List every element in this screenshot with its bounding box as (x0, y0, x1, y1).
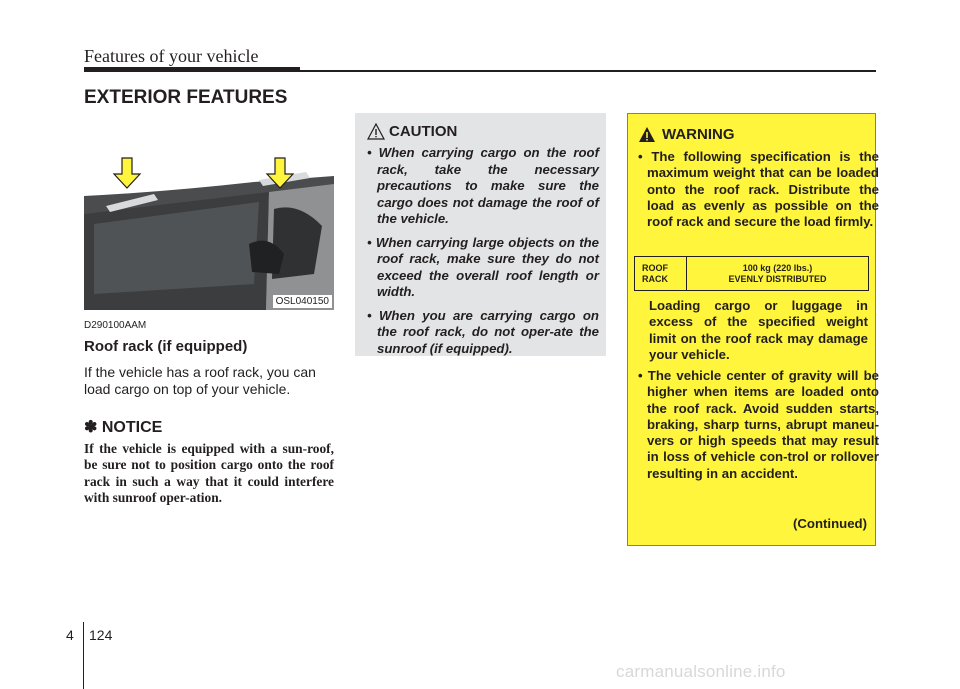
caution-list (363, 145, 599, 364)
spec-value (687, 257, 868, 290)
warning-item: • The following specification is the maximum weight that can be loaded onto the roof rack. Distribute the load as evenly as possible on the roof rack and secure the load firmly. (638, 149, 879, 230)
warning-title: WARNING (662, 125, 735, 143)
spec-value-line: 100 kg (220 lbs.) (742, 262, 813, 273)
footer-divider (83, 622, 84, 689)
header-title: Features of your vehicle (84, 46, 259, 66)
section-title: EXTERIOR FEATURES (84, 87, 288, 108)
page-number: 124 (89, 627, 113, 643)
notice-text: If the vehicle is equipped with a sun-roof, be sure not to position cargo onto the roof rack in such a way that it could interfere with sunroof oper-ation. (84, 441, 334, 506)
warning-triangle-outline-icon (367, 123, 385, 140)
notice-title: ✽ NOTICE (84, 419, 163, 436)
body-paragraph: If the vehicle has a roof rack, you can load cargo on top of your vehicle. (84, 364, 316, 397)
watermark: carmanualsonline.info (616, 662, 786, 681)
caution-item: • When carrying cargo on the roof rack, take the necessary precautions to make sure the cargo does not damage the roof of the vehicle. (367, 145, 599, 226)
header-rule-thick (84, 67, 300, 72)
spec-label (635, 257, 687, 290)
caution-header (367, 121, 457, 141)
warning-triangle-filled-icon (638, 126, 656, 143)
warning-item: • The vehicle center of gravity will be higher when items are loaded onto the roof rack. Avoid sudden starts, braking, sharp turns, abrupt maneu-vers or high speeds that may result in loss of vehicle con-trol or rollover resulting in an accident. (638, 368, 879, 481)
warning-box (627, 113, 879, 546)
header-rule-thin (300, 70, 876, 72)
warning-item-continued: Loading cargo or luggage in excess of the specified weight limit on the roof rack may damage your vehicle. (649, 298, 868, 362)
caution-box (355, 113, 606, 356)
roof-rack-illustration (84, 114, 334, 310)
caution-item: • When you are carrying cargo on the roof rack, do not oper-ate the sunroof (if equipped). (367, 307, 599, 356)
document-code: D290100AAM (84, 320, 147, 331)
spec-label-line: RACK (642, 273, 668, 284)
roof-rack-photo (84, 114, 334, 310)
chapter-number: 4 (66, 627, 74, 643)
spec-value-line: EVENLY DISTRIBUTED (728, 273, 827, 284)
subheading: Roof rack (if equipped) (84, 338, 248, 355)
image-code: OSL040150 (273, 295, 332, 308)
warning-header (638, 124, 735, 144)
continued-label: (Continued) (793, 516, 867, 531)
spec-table (634, 256, 869, 291)
caution-item: • When carrying large objects on the roof rack, make sure they do not exceed the overall roof length or width. (367, 234, 599, 299)
caution-title: CAUTION (389, 122, 458, 140)
spec-label-line: ROOF (642, 262, 668, 273)
